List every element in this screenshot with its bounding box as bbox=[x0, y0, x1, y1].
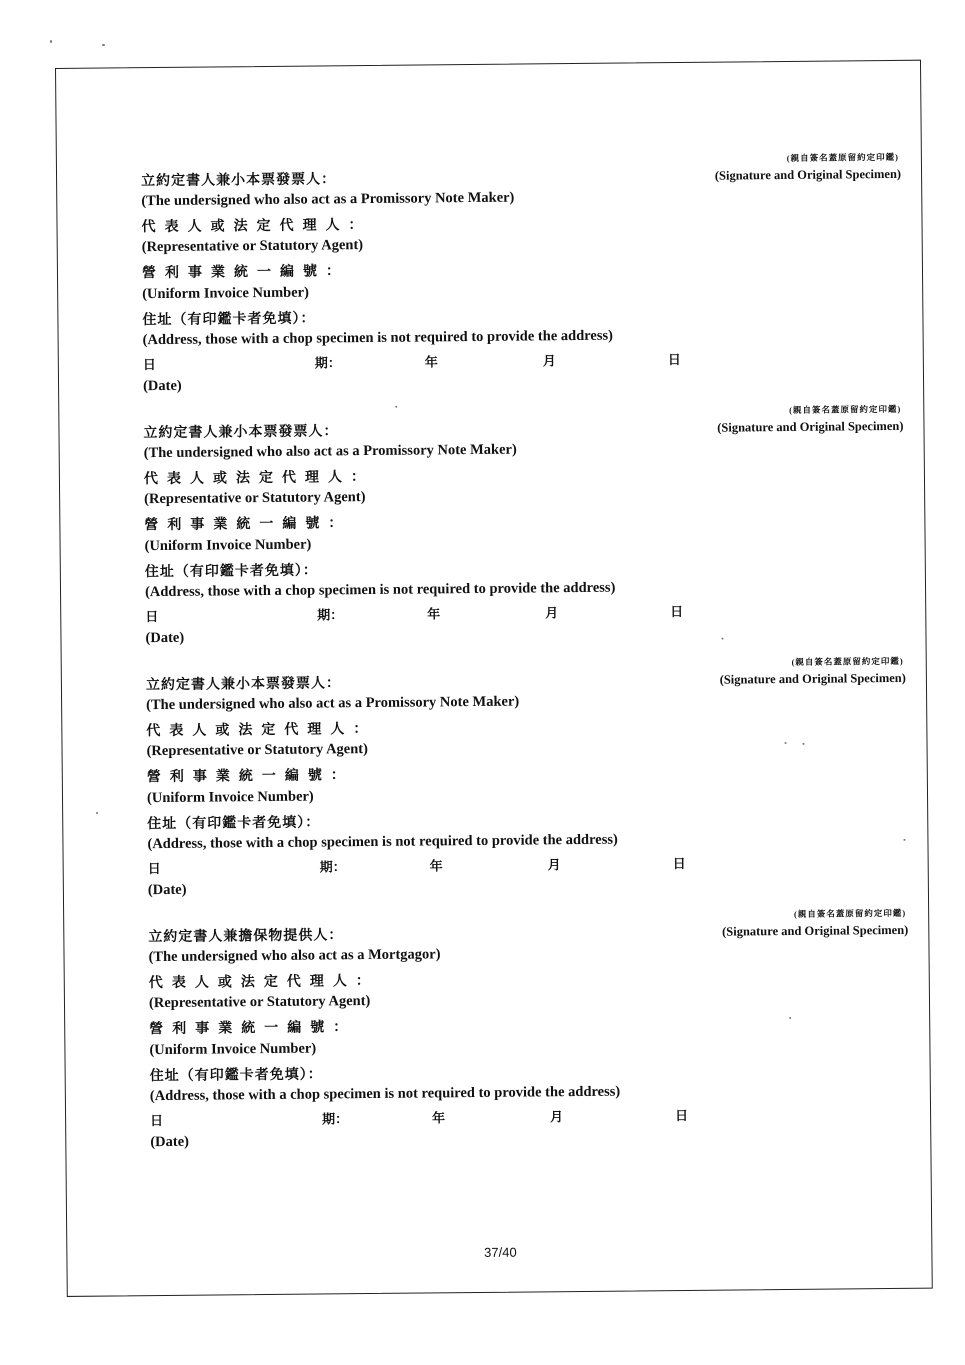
address-label: 住址（有印鑑卡者免填）： bbox=[149, 1067, 323, 1085]
scan-speck bbox=[789, 1017, 791, 1019]
uniform-invoice-label: 營利事業統一編號： bbox=[146, 768, 354, 786]
uniform-invoice-label: 營利事業統一編號： bbox=[144, 516, 352, 534]
date-row bbox=[148, 853, 688, 876]
representative-label: 代表人或法定代理人： bbox=[143, 469, 375, 488]
scan-speck bbox=[50, 40, 52, 43]
uniform-invoice-label-en: (Uniform Invoice Number) bbox=[146, 788, 314, 807]
date-char-ri: 日 bbox=[142, 357, 156, 373]
signature-label-en: (Signature and Original Specimen) bbox=[722, 922, 909, 939]
address-label-en: (Address, those with a chop specimen is not required to provide the address) bbox=[142, 327, 614, 349]
scan-speck bbox=[395, 406, 397, 408]
scan-speck bbox=[903, 839, 905, 841]
date-year-label: 年 bbox=[429, 858, 443, 874]
date-char-ri: 日 bbox=[147, 861, 161, 877]
date-label-en: (Date) bbox=[150, 1133, 190, 1151]
scan-speck bbox=[721, 638, 723, 640]
mortgagor-label-en: (The undersigned who also act as a Mortgagor) bbox=[148, 946, 441, 966]
signature-area bbox=[722, 907, 909, 940]
representative-label: 代表人或法定代理人： bbox=[146, 721, 377, 740]
address-label-en: (Address, those with a chop specimen is not required to provide the address) bbox=[147, 831, 618, 853]
date-label-en: (Date) bbox=[145, 629, 185, 647]
representative-label-en: (Representative or Statutory Agent) bbox=[146, 741, 368, 760]
scan-speck bbox=[96, 812, 98, 814]
scan-speck bbox=[785, 742, 787, 744]
mortgagor-label: 立約定書人兼擔保物提供人： bbox=[148, 928, 344, 946]
date-month-label: 月 bbox=[545, 605, 559, 621]
address-label: 住址（有印鑑卡者免填）： bbox=[144, 563, 318, 581]
address-label: 住址（有印鑑卡者免填）： bbox=[147, 815, 321, 833]
scan-speck bbox=[102, 44, 105, 46]
date-char-qi: 期： bbox=[322, 1111, 349, 1127]
signature-label-en: (Signature and Original Specimen) bbox=[714, 166, 902, 183]
date-label-en: (Date) bbox=[147, 881, 187, 899]
address-label-en: (Address, those with a chop specimen is not required to provide the address) bbox=[149, 1083, 621, 1105]
maker-label: 立約定書人兼小本票發票人： bbox=[143, 424, 339, 442]
date-char-qi: 期： bbox=[319, 859, 346, 875]
representative-label-en: (Representative or Statutory Agent) bbox=[141, 237, 364, 256]
date-year-label: 年 bbox=[427, 606, 441, 622]
date-month-label: 月 bbox=[542, 353, 556, 369]
date-year-label: 年 bbox=[432, 1110, 446, 1126]
uniform-invoice-label-en: (Uniform Invoice Number) bbox=[142, 284, 309, 303]
date-row bbox=[150, 1105, 690, 1128]
signature-label-en: (Signature and Original Specimen) bbox=[719, 670, 906, 687]
uniform-invoice-label: 營利事業統一編號： bbox=[149, 1020, 357, 1038]
signatory-block-2 bbox=[143, 403, 905, 658]
signature-label-en: (Signature and Original Specimen) bbox=[717, 418, 904, 435]
date-day-label: 日 bbox=[672, 855, 686, 872]
date-day-label: 日 bbox=[675, 1107, 689, 1124]
address-label: 住址（有印鑑卡者免填）： bbox=[142, 311, 316, 329]
signatory-block-1 bbox=[141, 151, 903, 406]
signature-area bbox=[717, 403, 904, 436]
signature-label-zh: (親自簽名蓋原留約定印鑑) bbox=[793, 907, 907, 919]
signature-label-zh: (親自簽名蓋原留約定印鑑) bbox=[786, 151, 899, 163]
date-row bbox=[143, 349, 683, 372]
maker-label-en: (The undersigned who also act as a Promissory Note Maker) bbox=[146, 693, 520, 714]
representative-label: 代表人或法定代理人： bbox=[148, 973, 379, 992]
date-month-label: 月 bbox=[550, 1109, 564, 1125]
uniform-invoice-label: 營利事業統一編號： bbox=[141, 264, 350, 282]
date-row bbox=[145, 601, 685, 624]
representative-label-en: (Representative or Statutory Agent) bbox=[148, 993, 371, 1012]
signatory-block-4 bbox=[148, 907, 910, 1162]
date-day-label: 日 bbox=[667, 352, 681, 368]
date-month-label: 月 bbox=[547, 857, 561, 873]
uniform-invoice-label-en: (Uniform Invoice Number) bbox=[144, 536, 312, 555]
page-frame bbox=[55, 60, 933, 1297]
date-char-ri: 日 bbox=[150, 1113, 164, 1129]
date-year-label: 年 bbox=[424, 354, 438, 370]
address-label-en: (Address, those with a chop specimen is not required to provide the address) bbox=[144, 579, 616, 601]
signature-area bbox=[719, 655, 906, 688]
date-char-ri: 日 bbox=[145, 609, 159, 625]
uniform-invoice-label-en: (Uniform Invoice Number) bbox=[149, 1040, 317, 1059]
date-label-en: (Date) bbox=[142, 377, 182, 395]
signature-area bbox=[715, 151, 902, 184]
date-day-label: 日 bbox=[670, 603, 684, 620]
signatory-block-3 bbox=[145, 655, 908, 910]
signature-label-zh: (親自簽名蓋原留約定印鑑) bbox=[789, 403, 902, 415]
representative-label: 代表人或法定代理人： bbox=[141, 217, 372, 236]
maker-label-en: (The undersigned who also act as a Promissory Note Maker) bbox=[141, 189, 515, 210]
maker-label: 立約定書人兼小本票發票人： bbox=[141, 172, 337, 190]
date-char-qi: 期： bbox=[317, 607, 344, 623]
signature-label-zh: (親自簽名蓋原留約定印鑑) bbox=[791, 655, 904, 667]
page-number: 37/40 bbox=[484, 1244, 517, 1260]
maker-label: 立約定書人兼小本票發票人： bbox=[145, 676, 341, 694]
date-char-qi: 期： bbox=[314, 355, 341, 371]
representative-label-en: (Representative or Statutory Agent) bbox=[144, 489, 366, 508]
scan-speck bbox=[803, 743, 805, 745]
maker-label-en: (The undersigned who also act as a Promissory Note Maker) bbox=[143, 441, 517, 462]
